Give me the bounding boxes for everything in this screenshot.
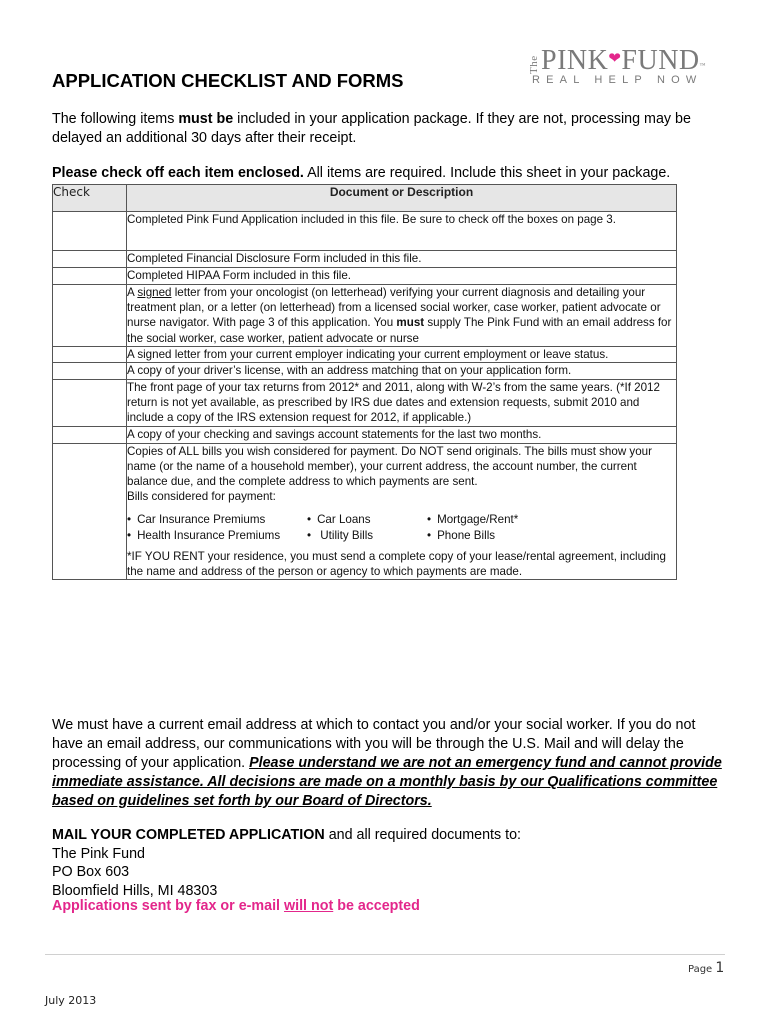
checklist-table — [52, 184, 677, 580]
footer-divider — [45, 954, 725, 955]
email-notice: We must have a current email address at which to contact you and/or your social worker. If you do not have an email address, our communications with you will be through the U.S. Mail and will delay the processing of your application. Please understand we are not an emergency fund and cannot provide immediate assistance. All decisions are made on a monthly basis by our Qualifications committee based on guidelines set forth by our Board of Directors. — [52, 717, 722, 809]
item-bills — [127, 443, 677, 580]
table-row — [53, 426, 677, 443]
bills-intro: Copies of ALL bills you wish considered for payment. Do NOT send originals. The bills must show your name (or the name of a household member), your current address, the account number, the current balance due, and the complete address to which payments are sent. — [127, 444, 652, 489]
table-row — [53, 212, 677, 251]
item-financial-disclosure: Completed Financial Disclosure Form included in this file. — [127, 251, 677, 268]
list-item: • Utility Bills — [307, 528, 427, 543]
mail-address-line: PO Box 603 — [52, 864, 130, 880]
item-oncologist-letter: A signed letter from your oncologist (on letterhead) verifying your current diagnosis and detailing your treatment plan, or a letter (on letterhead) from a licensed social worker, case worker, patient advocate or nurse navigator. With page 3 of this application. You must supply The Pink Fund with an email address for the social worker, case worker, patient advocate or nurse — [127, 285, 677, 347]
table-row — [53, 443, 677, 580]
item-employer-letter: A signed letter from your current employer indicating your current employment or leave status. — [127, 346, 677, 362]
logo-name-b: FUND — [621, 45, 700, 76]
check-box-bills[interactable] — [53, 443, 127, 580]
check-box-financial-disclosure[interactable] — [53, 251, 127, 268]
list-item: • Car Loans — [307, 512, 427, 527]
bills-considered-label: Bills considered for payment: — [127, 490, 276, 504]
mailing-instructions: MAIL YOUR COMPLETED APPLICATION and all required documents to: The Pink Fund PO Box 603 Bloomfield Hills, MI 48303 — [52, 827, 522, 899]
check-box-drivers-license[interactable] — [53, 363, 127, 380]
bill-types-list — [127, 512, 676, 542]
intro-paragraph: The following items must be included in your application package. If they are not, processing may be delayed an additional 30 days after their receipt. — [52, 111, 691, 146]
item-tax-returns: The front page of your tax returns from 2012* and 2011, along with W-2’s from the same years. (*If 2012 return is not yet available, as prescribed by IRS due dates and extension requests, submit 2010 and include a copy of the IRS extension request for 2012, if applicable.) — [127, 380, 677, 427]
check-box-bank-statements[interactable] — [53, 426, 127, 443]
check-box-employer-letter[interactable] — [53, 346, 127, 362]
logo-the: The — [528, 55, 540, 74]
check-box-tax-returns[interactable] — [53, 380, 127, 427]
table-row — [53, 285, 677, 347]
rent-note: *IF YOU RENT your residence, you must send a complete copy of your lease/rental agreement, including the name and address of the person or agency to which payments are made. — [127, 549, 666, 579]
list-item: • Mortgage/Rent* — [427, 512, 567, 527]
logo-tagline: REAL HELP NOW — [532, 74, 703, 86]
item-application: Completed Pink Fund Application included in this file. Be sure to check off the boxes on page 3. — [127, 212, 677, 251]
table-row — [53, 251, 677, 268]
pink-fund-logo — [520, 44, 725, 88]
table-row — [53, 268, 677, 285]
logo-name-a: PINK — [541, 45, 609, 76]
mail-address-line: The Pink Fund — [52, 845, 145, 862]
heart-icon: ❤ — [608, 51, 622, 67]
item-drivers-license: A copy of your driver’s license, with an address matching that on your application form. — [127, 363, 677, 380]
table-row — [53, 380, 677, 427]
check-box-application[interactable] — [53, 212, 127, 251]
list-item: • Phone Bills — [427, 528, 567, 543]
not-emergency-fund-notice: Please understand we are not an emergency fund and cannot provide immediate assistance. All decisions are made on a monthly basis by our Qualifications committee based on guidelines set forth by our Board of Directors. — [52, 755, 722, 809]
check-box-hipaa[interactable] — [53, 268, 127, 285]
table-row — [53, 346, 677, 362]
page-number: Page 1 — [688, 960, 725, 976]
table-row — [53, 363, 677, 380]
footer-date: July 2013 — [45, 994, 97, 1007]
check-box-oncologist-letter[interactable] — [53, 285, 127, 347]
list-item: • Car Insurance Premiums — [127, 512, 307, 527]
table-header-row — [53, 185, 677, 212]
document-column-header: Document or Description — [127, 185, 677, 212]
list-item: • Health Insurance Premiums — [127, 528, 307, 543]
page-title: APPLICATION CHECKLIST AND FORMS — [52, 70, 404, 91]
fax-warning: Applications sent by fax or e-mail will not be accepted — [52, 898, 420, 914]
mail-address-line: Bloomfield Hills, MI 48303 — [52, 882, 218, 899]
item-hipaa: Completed HIPAA Form included in this file. — [127, 268, 677, 285]
item-bank-statements: A copy of your checking and savings account statements for the last two months. — [127, 426, 677, 443]
check-column-header: Check — [53, 185, 127, 212]
logo-wordmark: PINK❤FUND™ — [541, 45, 707, 76]
instruction-line: Please check off each item enclosed. All items are required. Include this sheet in your package. — [52, 165, 671, 181]
